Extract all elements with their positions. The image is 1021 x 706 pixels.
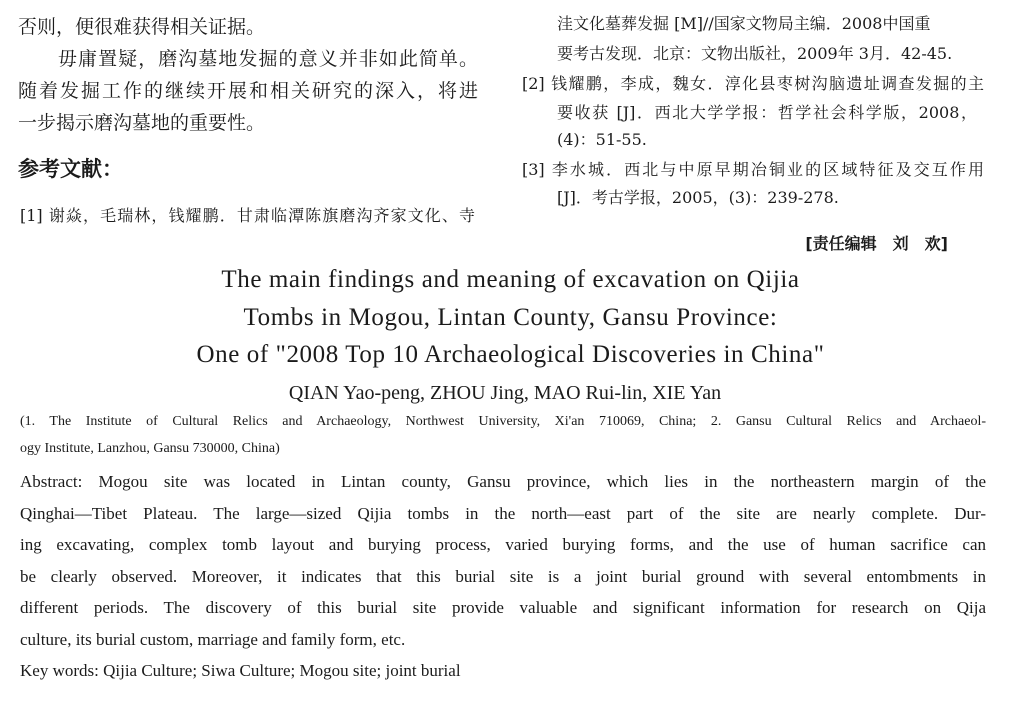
references-heading: 参考文献： <box>18 157 123 181</box>
english-title-line: One of "2008 Top 10 Archaeological Discoveries in China" <box>196 341 825 368</box>
abstract-line: Qinghai—Tibet Plateau. The large—sized Qijia tombs in the north—east part of the site are nearly complete. Dur- <box>20 504 986 523</box>
reference-line: (4)：51-55. <box>557 130 647 149</box>
abstract-line: Abstract: Mogou site was located in Lintan county, Gansu province, which lies in the northeastern margin of the <box>20 472 986 491</box>
reference-line: [2] 钱耀鹏，李成，魏女．淳化县枣树沟脑遗址调查发掘的主 <box>522 74 984 93</box>
abstract-line: different periods. The discovery of this burial site provide valuable and significant information for research on Qija <box>20 598 986 617</box>
english-title-line: Tombs in Mogou, Lintan County, Gansu Province: <box>243 304 778 331</box>
body-text-line: 一步揭示磨沟墓地的重要性。 <box>18 112 266 134</box>
body-text-line: 随着发掘工作的继续开展和相关研究的深入，将进 <box>18 80 478 102</box>
authors: QIAN Yao-peng, ZHOU Jing, MAO Rui-lin, XIE Yan <box>288 382 722 404</box>
reference-line: [J]．考古学报，2005，(3)：239-278. <box>557 188 839 207</box>
reference-line: [3] 李水城．西北与中原早期冶铜业的区域特征及交互作用 <box>522 160 984 179</box>
english-title-line: The main findings and meaning of excavation on Qijia <box>221 266 800 293</box>
keywords: Key words: Qijia Culture; Siwa Culture; Mogou site; joint burial <box>20 661 461 680</box>
body-text-line: 毋庸置疑，磨沟墓地发掘的意义并非如此简单。 <box>58 48 478 70</box>
affiliation-line: (1. The Institute of Cultural Relics and Archaeology, Northwest University, Xi'an 710069, China; 2. Gansu Cultural Relics and Archaeol- <box>20 414 986 429</box>
reference-line: 要收获 [J]．西北大学学报：哲学社会科学版，2008， <box>557 103 977 122</box>
body-text-line: 否则，便很难获得相关证据。 <box>18 16 266 38</box>
reference-line: [1] 谢焱，毛瑞林，钱耀鹏．甘肃临潭陈旗磨沟齐家文化、寺 <box>20 206 475 225</box>
abstract-line: ing excavating, complex tomb layout and burying process, varied burying forms, and the use of human sacrifice can <box>20 535 986 554</box>
abstract-line: culture, its burial custom, marriage and family form, etc. <box>20 630 406 649</box>
reference-line: 洼文化墓葬发掘 [M]//国家文物局主编．2008中国重 <box>557 14 931 33</box>
responsible-editor: [责任编辑 刘 欢] <box>805 234 948 253</box>
abstract-line: be clearly observed. Moreover, it indicates that this burial site is a joint burial ground with several entombments in <box>20 567 986 586</box>
affiliation-line: ogy Institute, Lanzhou, Gansu 730000, China) <box>20 441 280 456</box>
reference-line: 要考古发现．北京：文物出版社，2009年 3月．42-45. <box>557 44 953 63</box>
